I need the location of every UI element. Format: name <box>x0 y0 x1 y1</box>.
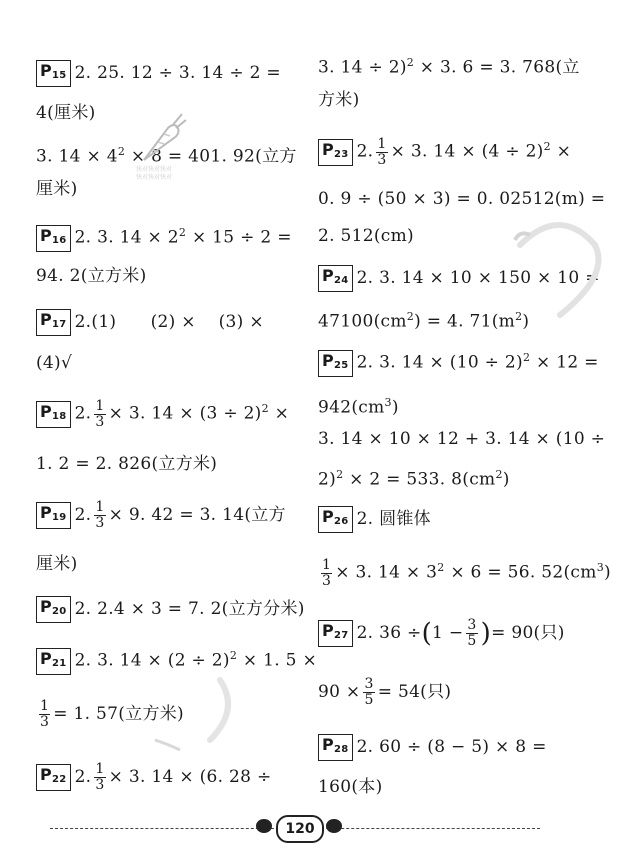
answer-p24-line1: $P_{24}$ 2. 3. 14 × 10 × 150 × 10 = <box>318 265 600 292</box>
fraction-three-fifths: $\frac{3}{5}$ <box>364 676 374 708</box>
page-tag-p28: $P_{28}$ <box>318 734 353 761</box>
answer-p19-line1: $P_{19}$ 2. $\frac{1}{3}$ × 9. 42 = 3. 14(立方 <box>36 500 286 531</box>
page-tag-p17: $P_{17}$ <box>36 309 71 336</box>
answer-p15-line2: 4(厘米) <box>36 103 96 123</box>
answer-p17-line2: (4)√ <box>36 353 73 373</box>
page-tag-p25: $P_{25}$ <box>318 350 353 377</box>
answer-p16-line2: 94. 2(立方米) <box>36 266 147 286</box>
answer-p24-line2: $47100(cm^2) = 4$. $71(m^2)$ <box>318 310 530 332</box>
answer-p28-line1: $P_{28}$ 2. 60 ÷ (8 − 5) × 8 = <box>318 734 547 761</box>
answer-p18-line2: 1. 2 = 2. 826(立方米) <box>36 454 218 474</box>
answer-p21-line2: $\frac{1}{3}$ = 1. 57(立方米) <box>40 698 184 730</box>
answer-p26-line1: $P_{26}$ 2. 圆锥体 <box>318 506 431 533</box>
answer-p25-line3: 3. 14 × 10 × 12 + 3. 14 × (10 ÷ <box>318 429 606 449</box>
carrot-watermark-icon <box>130 108 190 168</box>
answer-p25-line4: 2)$^2$ × 2 = 533. $8(cm^2)$ <box>318 468 510 490</box>
fraction-three-fifths: $\frac{3}{5}$ <box>467 617 477 649</box>
page-tag-p27: $P_{27}$ <box>318 620 353 647</box>
page-tag-p15: $P_{15}$ <box>36 60 71 87</box>
answer-p15-line4: 厘米) <box>36 179 78 199</box>
page-tag-p20: $P_{20}$ <box>36 596 71 623</box>
answer-p15-line1: $P_{15}$ 2. 25. 12 ÷ 3. 14 ÷ 2 = <box>36 60 281 87</box>
answer-p20-line1: $P_{20}$ 2. 2.4 × 3 = 7. 2(立方分米) <box>36 596 305 623</box>
decorative-swoosh-icon <box>150 670 250 760</box>
page-tag-p18: $P_{18}$ <box>36 401 71 428</box>
answer-p27-line1: $P_{27}$ 2. 36 ÷(1 − $\frac{3}{5}$ )= 90(只) <box>318 618 565 649</box>
answer-p23-line3: 2. 512(cm) <box>318 226 414 246</box>
page-tag-p19: $P_{19}$ <box>36 502 71 529</box>
answer-p28-line2: 160(本) <box>318 777 383 797</box>
answer-p19-line2: 厘米) <box>36 554 78 574</box>
fraction-one-third: $\frac{1}{3}$ <box>95 761 105 793</box>
answer-p17-line1: $P_{17}$ 2.(1) (2) × (3) × <box>36 309 264 336</box>
answer-p22-line1: $P_{22}$ 2. $\frac{1}{3}$ × 3. 14 × (6. 28 ÷ <box>36 762 272 793</box>
page-tag-p24: $P_{24}$ <box>318 265 353 292</box>
fraction-one-third: $\frac{1}{3}$ <box>322 556 332 589</box>
page-tag-p16: $P_{16}$ <box>36 225 71 252</box>
fraction-one-third: $\frac{1}{3}$ <box>95 397 105 430</box>
answer-p25-line1: $P_{25}$ 2. 3. $14 \times (10 \div 2)^2 \times 12$ = <box>318 347 599 377</box>
answer-p16-line1: $P_{16}$ 2. 3. $14 \times 2^2 \times 15 \div 2$ = <box>36 222 292 252</box>
watermark-text: 快对快对快对 快对快对快对 <box>136 166 173 181</box>
answer-p21-line1: $P_{21}$ 2. 3. $14 \times (2 \div 2)^2 \times 1$. 5 × <box>36 645 317 675</box>
answer-p27-line2: 90 × $\frac{3}{5}$ = 54(只) <box>318 676 452 708</box>
answer-p23-line1: $P_{23}$ 2. $\frac{1}{3}$ × 3. $14 \times (4 \div 2)^2$ × <box>318 136 571 168</box>
fraction-one-third: $\frac{1}{3}$ <box>377 135 387 168</box>
footer-ornament-right-icon <box>326 819 342 833</box>
page-tag-p26: $P_{26}$ <box>318 506 353 533</box>
answer-p18-line1: $P_{18}$ 2. $\frac{1}{3}$ × 3. $14 \times (3 \div 2)^2$ × <box>36 398 289 430</box>
fraction-one-third: $\frac{1}{3}$ <box>95 499 105 531</box>
decorative-swoosh-icon <box>500 205 610 325</box>
page-tag-p23: $P_{23}$ <box>318 139 353 166</box>
answer-p26-line2: $\frac{1}{3}$ × 3. $14 \times 3^2 \times 6 = 56$. $52(cm^3)$ <box>322 556 611 589</box>
answer-p25-line2: $942(cm^3)$ <box>318 396 399 418</box>
answer-p22-line2: 3. 14 ÷ 2)$^2$ × 3. 6 = 3. 768(立 <box>318 56 580 78</box>
footer-ornament-left-icon <box>256 819 272 833</box>
page-tag-p21: $P_{21}$ <box>36 648 71 675</box>
page-number: 120 <box>276 815 324 843</box>
answer-p22-line3: 方米) <box>318 90 360 110</box>
page-tag-p22: $P_{22}$ <box>36 764 71 791</box>
answer-p15-line3: 3. $14 \times 4^2 \times 8 = 401$. 92(立方 <box>36 145 297 167</box>
fraction-one-third: $\frac{1}{3}$ <box>40 698 50 730</box>
answer-p23-line2: 0. 9 ÷ (50 × 3) = 0. 02512(m) = <box>318 189 606 209</box>
